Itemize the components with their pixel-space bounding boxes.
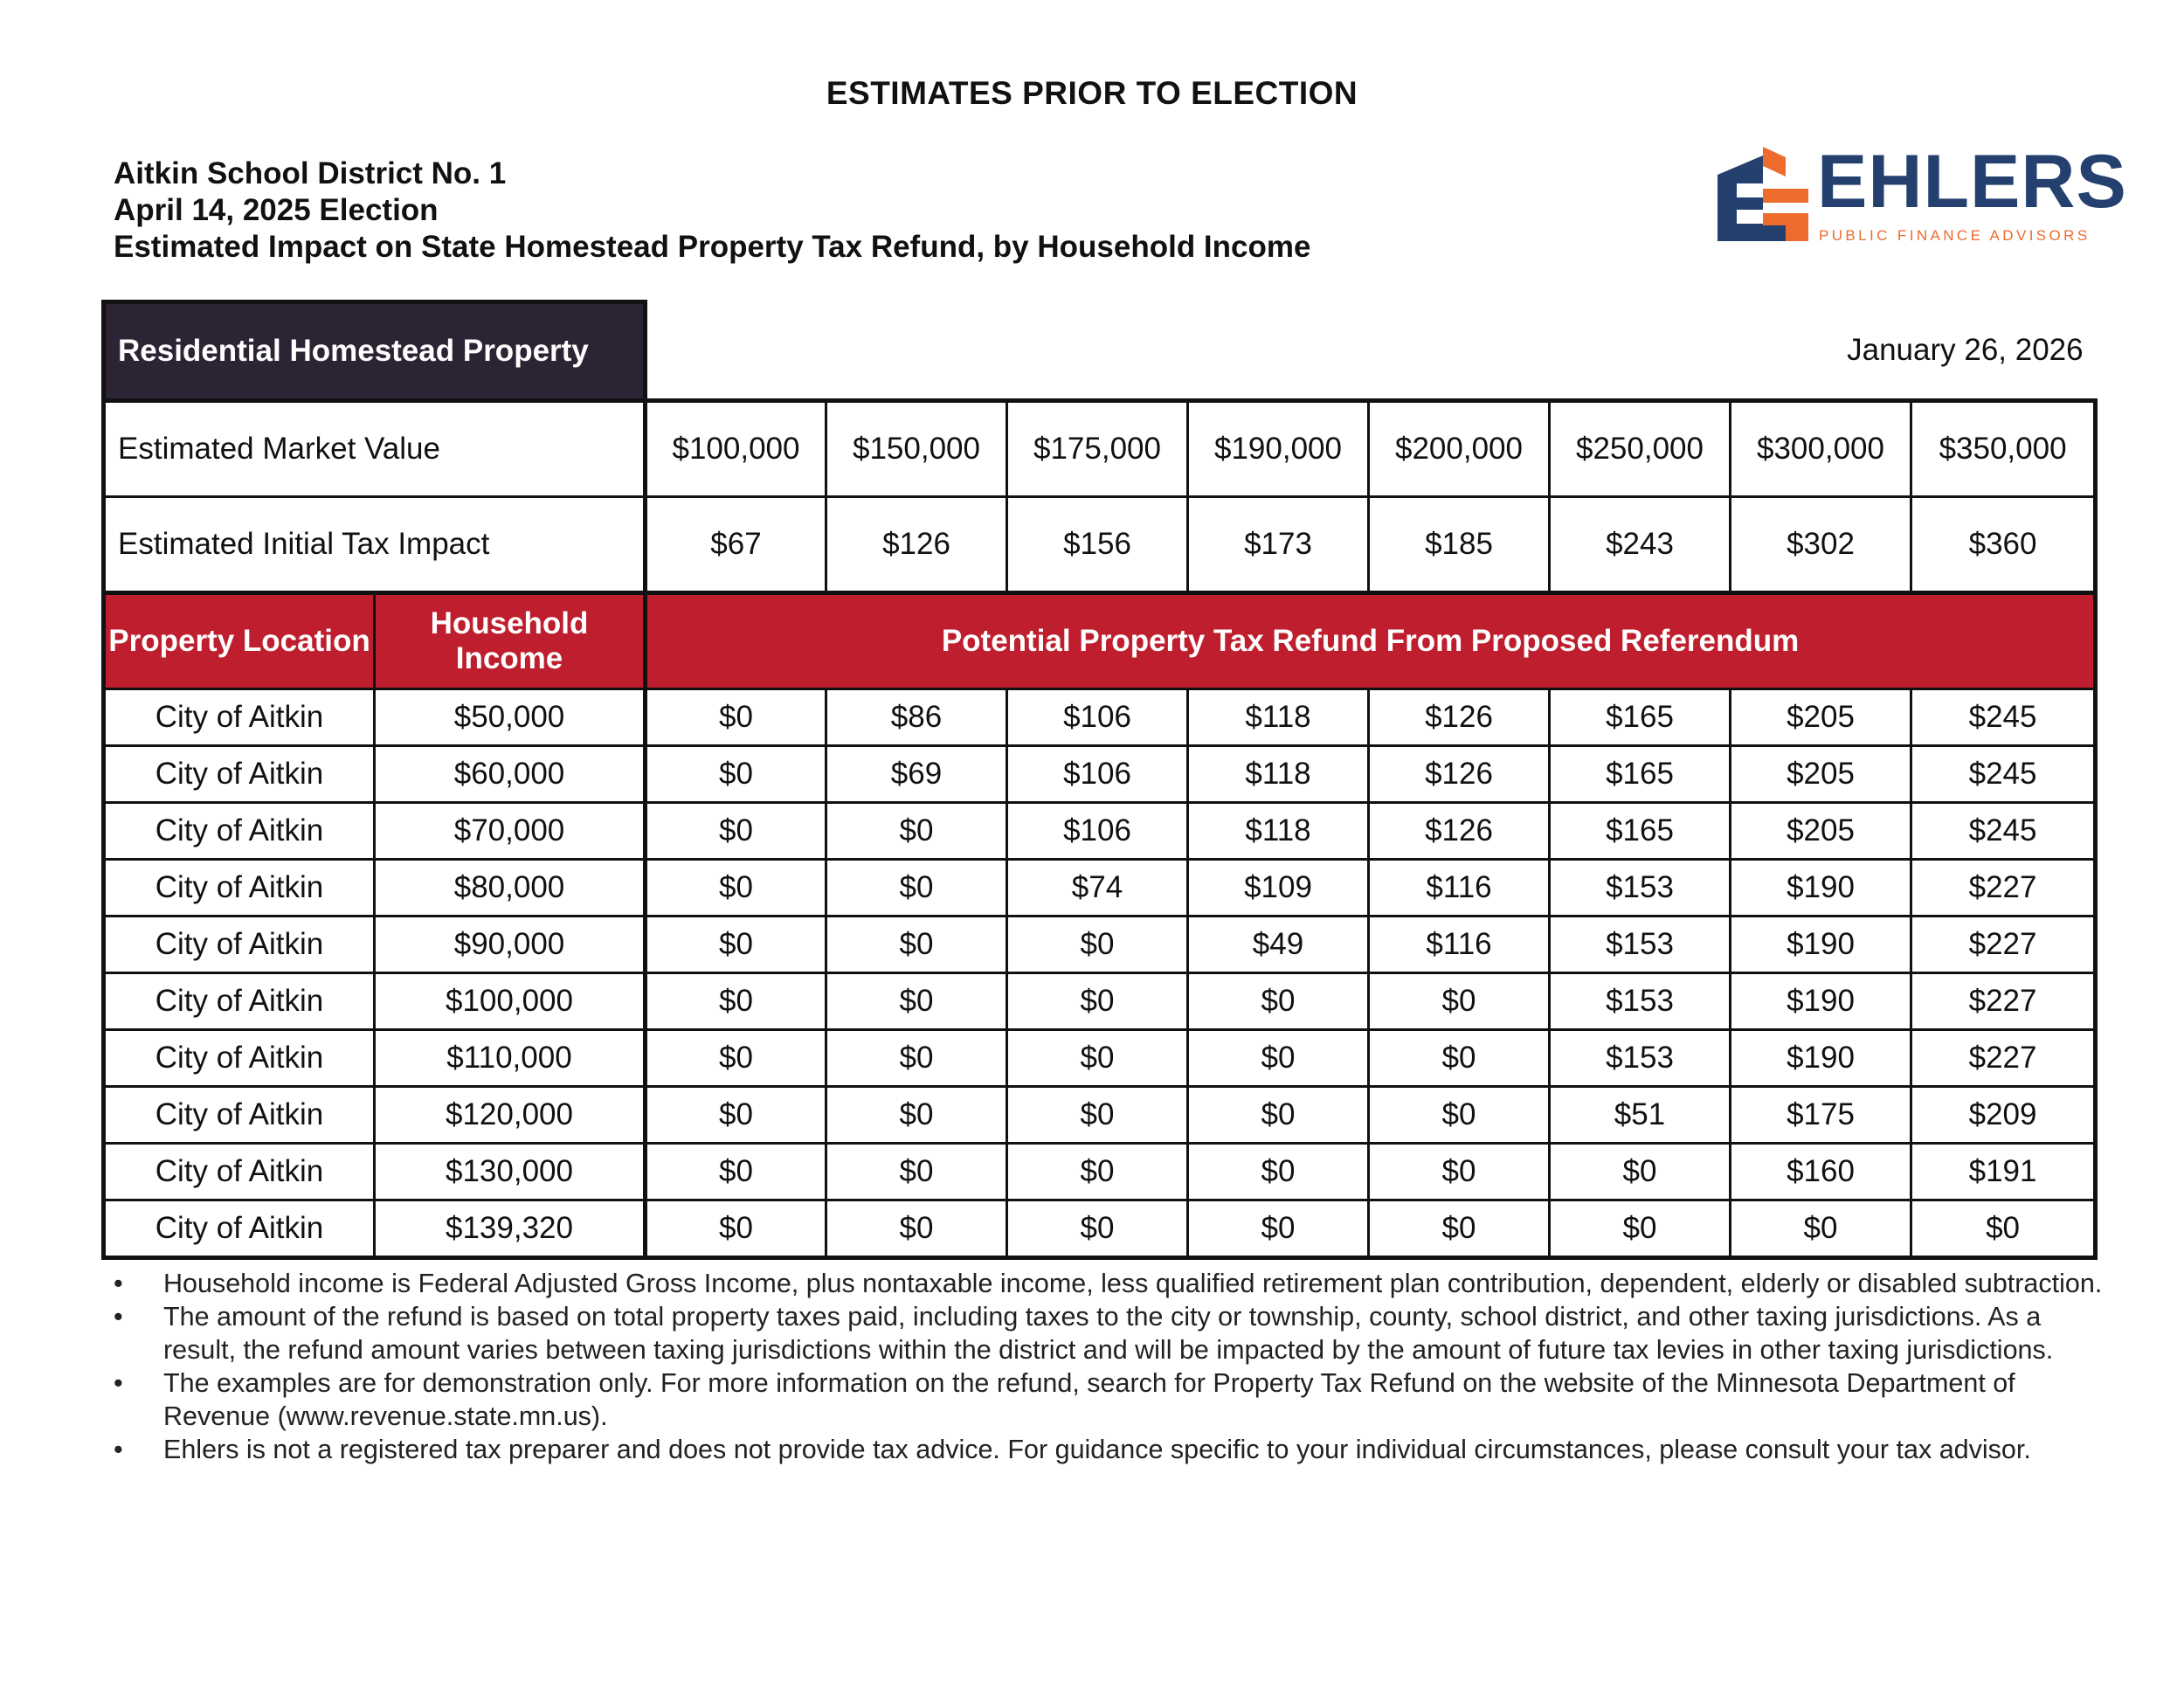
bullet: • <box>114 1302 123 1332</box>
table-row <box>104 1087 2096 1144</box>
refund-cell: $0 <box>646 689 826 746</box>
refund-cell: $0 <box>1007 1200 1188 1258</box>
refund-cell: $74 <box>1007 860 1188 917</box>
footnote: • Household income is Federal Adjusted Gross Income, plus nontaxable income, less qualified retirement plan contribution, dependent, elderly or disabled subtraction. <box>114 1269 2103 1298</box>
refund-cell: $0 <box>1188 1144 1369 1200</box>
property-location-cell: City of Aitkin <box>104 1030 375 1087</box>
refund-cell: $0 <box>826 1144 1007 1200</box>
report-date: January 26, 2026 <box>1847 332 2084 367</box>
refund-cell: $165 <box>1550 803 1731 860</box>
column-header-income: Household Income <box>375 593 646 689</box>
property-location-cell: City of Aitkin <box>104 746 375 803</box>
household-income-cell: $90,000 <box>375 917 646 973</box>
page-title: ESTIMATES PRIOR TO ELECTION <box>826 75 1358 111</box>
refund-cell: $227 <box>1911 1030 2096 1087</box>
refund-cell: $0 <box>646 1144 826 1200</box>
refund-cell: $190 <box>1731 860 1911 917</box>
table-row <box>104 973 2096 1030</box>
tax-impact-cell: $126 <box>826 497 1007 593</box>
household-income-cell: $120,000 <box>375 1087 646 1144</box>
property-location-cell: City of Aitkin <box>104 973 375 1030</box>
property-location-cell: City of Aitkin <box>104 1087 375 1144</box>
refund-cell: $165 <box>1550 746 1731 803</box>
market-value-cell: $190,000 <box>1188 401 1369 497</box>
refund-cell: $106 <box>1007 803 1188 860</box>
refund-cell: $0 <box>646 1200 826 1258</box>
refund-cell: $0 <box>826 1200 1007 1258</box>
refund-cell: $0 <box>1369 1087 1550 1144</box>
table-header-row <box>104 302 2096 401</box>
refund-cell: $126 <box>1369 803 1550 860</box>
market-value-cell: $100,000 <box>646 401 826 497</box>
refund-cell: $0 <box>826 1030 1007 1087</box>
refund-cell: $0 <box>1007 1087 1188 1144</box>
household-income-cell: $60,000 <box>375 746 646 803</box>
refund-cell: $191 <box>1911 1144 2096 1200</box>
market-value-cell: $250,000 <box>1550 401 1731 497</box>
refund-cell: $0 <box>1007 1030 1188 1087</box>
table-row <box>104 689 2096 746</box>
refund-cell: $190 <box>1731 917 1911 973</box>
refund-cell: $116 <box>1369 917 1550 973</box>
property-location-cell: City of Aitkin <box>104 1144 375 1200</box>
refund-cell: $0 <box>646 1087 826 1144</box>
household-income-cell: $100,000 <box>375 973 646 1030</box>
refund-cell: $0 <box>826 917 1007 973</box>
footnote: • The examples are for demonstration only. For more information on the refund, search for Property Tax Refund on the website of the Minnesota Department of Revenue (www.revenue.state.mn.us). <box>114 1368 2015 1431</box>
refund-cell: $118 <box>1188 746 1369 803</box>
election-date: April 14, 2025 Election <box>114 193 439 227</box>
property-location-cell: City of Aitkin <box>104 689 375 746</box>
bullet: • <box>114 1435 123 1464</box>
refund-cell: $0 <box>646 1030 826 1087</box>
refund-cell: $116 <box>1369 860 1550 917</box>
section-header: Residential Homestead Property <box>104 302 646 401</box>
refund-cell: $0 <box>1369 1144 1550 1200</box>
refund-band-row <box>104 593 2096 689</box>
refund-band-label: Potential Property Tax Refund From Proposed Referendum <box>646 593 2096 689</box>
table-row <box>104 860 2096 917</box>
market-value-cell: $350,000 <box>1911 401 2096 497</box>
refund-cell: $227 <box>1911 973 2096 1030</box>
refund-cell: $0 <box>646 803 826 860</box>
tax-impact-row <box>104 497 2096 593</box>
refund-cell: $0 <box>1911 1200 2096 1258</box>
refund-table <box>101 300 2098 1260</box>
refund-cell: $175 <box>1731 1087 1911 1144</box>
refund-cell: $205 <box>1731 689 1911 746</box>
refund-cell: $0 <box>826 973 1007 1030</box>
refund-rows <box>104 689 2096 1258</box>
refund-cell: $106 <box>1007 689 1188 746</box>
refund-cell: $245 <box>1911 746 2096 803</box>
tax-impact-cell: $185 <box>1369 497 1550 593</box>
tax-impact-cell: $67 <box>646 497 826 593</box>
household-income-cell: $70,000 <box>375 803 646 860</box>
refund-cell: $0 <box>1188 1030 1369 1087</box>
footnote: • Ehlers is not a registered tax preparer and does not provide tax advice. For guidance specific to your individual circumstances, please consult your tax advisor. <box>114 1435 2031 1464</box>
property-location-cell: City of Aitkin <box>104 1200 375 1258</box>
refund-cell: $0 <box>826 803 1007 860</box>
refund-cell: $153 <box>1550 973 1731 1030</box>
footnotes <box>114 1267 2105 1466</box>
refund-cell: $160 <box>1731 1144 1911 1200</box>
logo-tagline: PUBLIC FINANCE ADVISORS <box>1819 227 2091 244</box>
refund-cell: $0 <box>826 860 1007 917</box>
column-header-location: Property Location <box>104 593 375 689</box>
refund-cell: $69 <box>826 746 1007 803</box>
property-location-cell: City of Aitkin <box>104 803 375 860</box>
refund-cell: $245 <box>1911 803 2096 860</box>
refund-cell: $0 <box>1731 1200 1911 1258</box>
ehlers-logo <box>1712 140 2127 250</box>
bullet: • <box>114 1269 123 1298</box>
household-income-cell: $130,000 <box>375 1144 646 1200</box>
household-income-cell: $80,000 <box>375 860 646 917</box>
refund-cell: $0 <box>1007 917 1188 973</box>
refund-cell: $106 <box>1007 746 1188 803</box>
refund-cell: $245 <box>1911 689 2096 746</box>
refund-cell: $0 <box>1550 1200 1731 1258</box>
refund-cell: $0 <box>1188 1087 1369 1144</box>
table-row <box>104 1144 2096 1200</box>
refund-cell: $227 <box>1911 917 2096 973</box>
refund-cell: $0 <box>1369 973 1550 1030</box>
refund-cell: $0 <box>646 746 826 803</box>
refund-cell: $118 <box>1188 689 1369 746</box>
refund-cell: $49 <box>1188 917 1369 973</box>
market-value-cell: $175,000 <box>1007 401 1188 497</box>
subtitle-block <box>114 156 1310 266</box>
logo-wordmark: EHLERS <box>1817 140 2127 224</box>
tax-impact-cell: $243 <box>1550 497 1731 593</box>
refund-cell: $209 <box>1911 1087 2096 1144</box>
property-location-cell: City of Aitkin <box>104 860 375 917</box>
refund-cell: $205 <box>1731 746 1911 803</box>
refund-cell: $165 <box>1550 689 1731 746</box>
market-value-cell: $200,000 <box>1369 401 1550 497</box>
refund-cell: $126 <box>1369 689 1550 746</box>
household-income-cell: $50,000 <box>375 689 646 746</box>
refund-cell: $190 <box>1731 1030 1911 1087</box>
tax-impact-label: Estimated Initial Tax Impact <box>104 497 646 593</box>
refund-cell: $227 <box>1911 860 2096 917</box>
table-row <box>104 803 2096 860</box>
refund-cell: $0 <box>646 917 826 973</box>
ehlers-logo-mark-icon <box>1712 145 1815 248</box>
market-value-cell: $300,000 <box>1731 401 1911 497</box>
table-row <box>104 746 2096 803</box>
table-row <box>104 1200 2096 1258</box>
market-value-label: Estimated Market Value <box>104 401 646 497</box>
refund-cell: $86 <box>826 689 1007 746</box>
refund-cell: $0 <box>646 973 826 1030</box>
market-value-row <box>104 401 2096 497</box>
tax-impact-cell: $302 <box>1731 497 1911 593</box>
household-income-cell: $139,320 <box>375 1200 646 1258</box>
district-name: Aitkin School District No. 1 <box>114 156 507 190</box>
refund-cell: $0 <box>1369 1200 1550 1258</box>
tax-impact-cell: $173 <box>1188 497 1369 593</box>
table-row <box>104 917 2096 973</box>
refund-cell: $0 <box>1369 1030 1550 1087</box>
refund-cell: $126 <box>1369 746 1550 803</box>
refund-cell: $0 <box>826 1087 1007 1144</box>
refund-cell: $153 <box>1550 1030 1731 1087</box>
property-location-cell: City of Aitkin <box>104 917 375 973</box>
refund-cell: $153 <box>1550 860 1731 917</box>
refund-cell: $109 <box>1188 860 1369 917</box>
refund-cell: $118 <box>1188 803 1369 860</box>
refund-cell: $0 <box>1007 1144 1188 1200</box>
report-description: Estimated Impact on State Homestead Property Tax Refund, by Household Income <box>114 230 1311 264</box>
footnote: • The amount of the refund is based on total property taxes paid, including taxes to the city or township, county, school district, and other taxing jurisdictions. As a result, the refund amount varies between taxing jurisdictions within the district and will be impacted by the amount of future tax levies in other taxing jurisdictions. <box>114 1302 2054 1365</box>
refund-cell: $0 <box>1007 973 1188 1030</box>
market-value-cell: $150,000 <box>826 401 1007 497</box>
household-income-cell: $110,000 <box>375 1030 646 1087</box>
tax-impact-cell: $360 <box>1911 497 2096 593</box>
refund-cell: $0 <box>1188 1200 1369 1258</box>
refund-cell: $0 <box>646 860 826 917</box>
refund-cell: $190 <box>1731 973 1911 1030</box>
tax-impact-cell: $156 <box>1007 497 1188 593</box>
refund-cell: $205 <box>1731 803 1911 860</box>
table-row <box>104 1030 2096 1087</box>
bullet: • <box>114 1368 123 1398</box>
refund-cell: $51 <box>1550 1087 1731 1144</box>
refund-cell: $153 <box>1550 917 1731 973</box>
refund-cell: $0 <box>1188 973 1369 1030</box>
refund-cell: $0 <box>1550 1144 1731 1200</box>
